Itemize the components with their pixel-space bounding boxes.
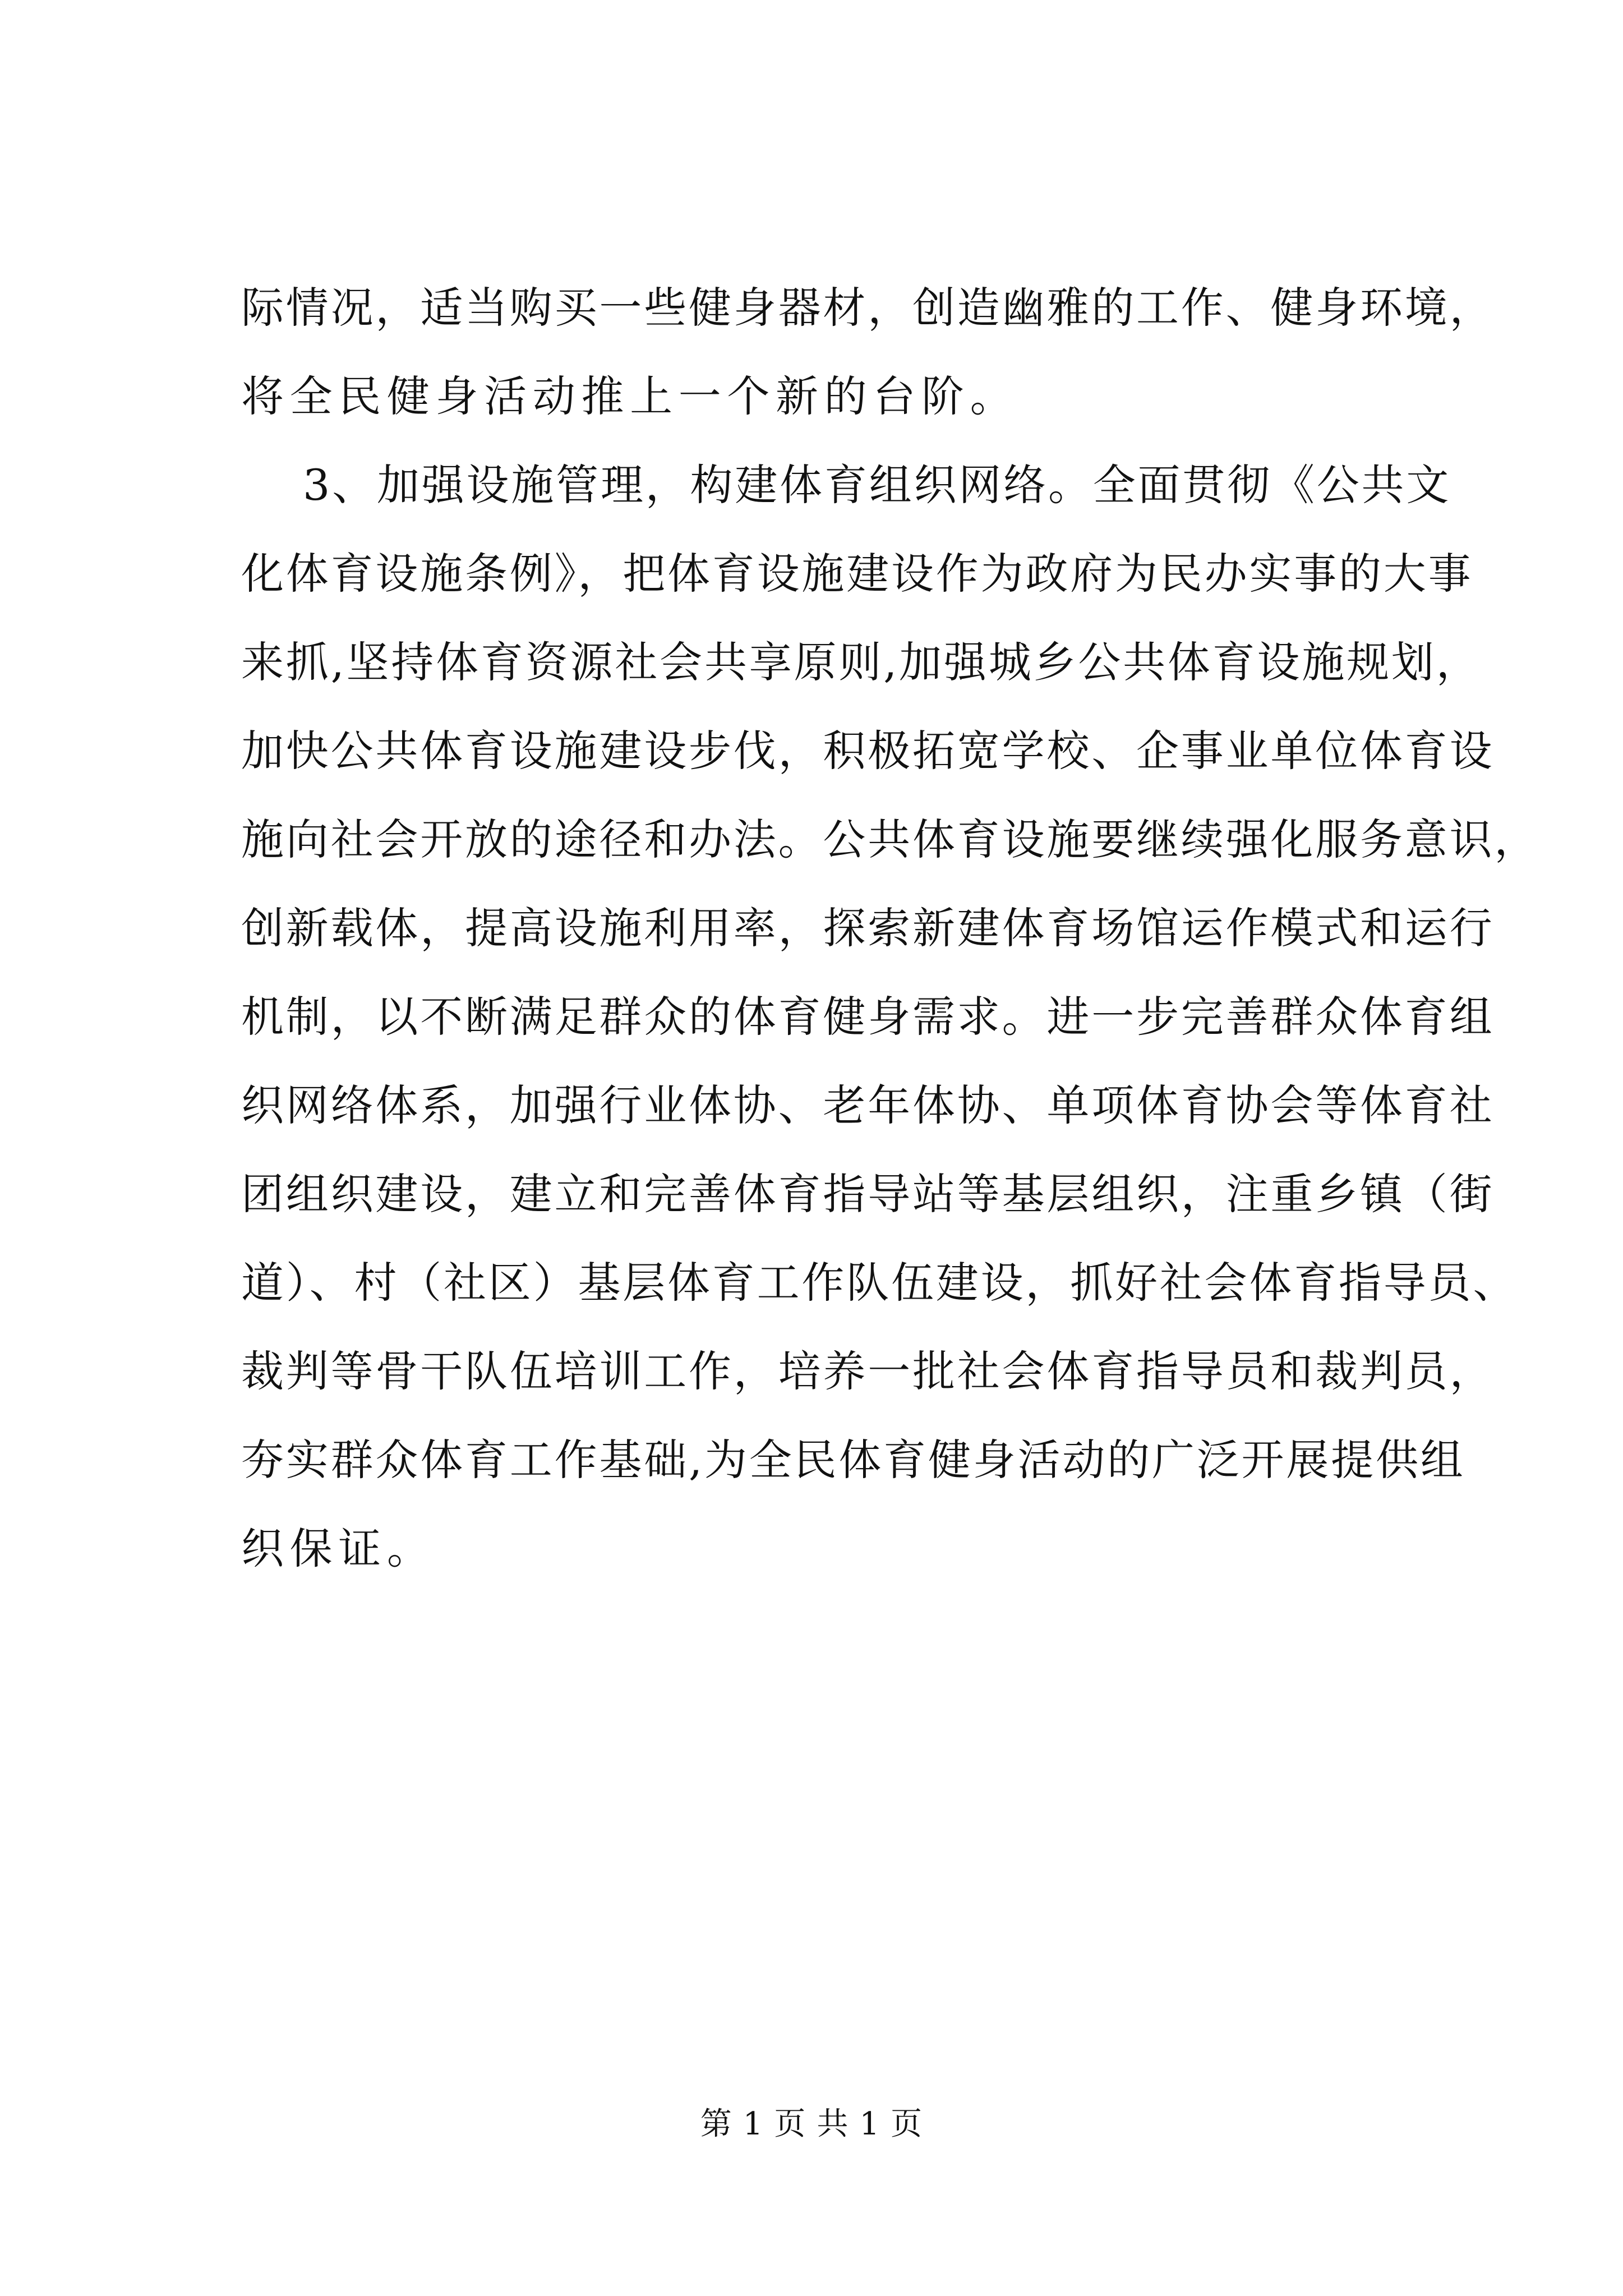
text-line: 将全民健身活动推上一个新的台阶。 xyxy=(241,371,1019,421)
text-line: 织网络体系，加强行业体协、老年体协、单项体育协会等体育社 xyxy=(241,1080,1495,1130)
page-number-footer: 第 1 页 共 1 页 xyxy=(700,2106,923,2142)
text-line: 加快公共体育设施建设步伐，积极拓宽学校、企事业单位体育设 xyxy=(241,726,1495,776)
text-line: 际情况，适当购买一些健身器材，创造幽雅的工作、健身环境， xyxy=(241,283,1495,333)
body-text xyxy=(241,264,1539,1593)
text-line: 机制，以不断满足群众的体育健身需求。进一步完善群众体育组 xyxy=(241,992,1495,1042)
text-line: 创新载体，提高设施利用率，探索新建体育场馆运作模式和运行 xyxy=(241,903,1495,953)
text-line: 来抓,坚持体育资源社会共享原则,加强城乡公共体育设施规划， xyxy=(241,637,1481,687)
text-line: 道）、村（社区）基层体育工作队伍建设，抓好社会体育指导员、 xyxy=(241,1258,1518,1308)
text-line: 织保证。 xyxy=(241,1524,436,1573)
text-line: 团组织建设，建立和完善体育指导站等基层组织，注重乡镇（街 xyxy=(241,1169,1495,1219)
text-line: 施向社会开放的途径和办法。公共体育设施要继续强化服务意识， xyxy=(241,815,1539,864)
text-line: 3、加强设施管理，构建体育组织网络。全面贯彻《公共文 xyxy=(303,460,1451,510)
text-line: 夯实群众体育工作基础,为全民体育健身活动的广泛开展提供组 xyxy=(241,1435,1465,1485)
text-line: 化体育设施条例》，把体育设施建设作为政府为民办实事的大事 xyxy=(241,549,1473,599)
text-line: 裁判等骨干队伍培训工作，培养一批社会体育指导员和裁判员， xyxy=(241,1346,1495,1396)
